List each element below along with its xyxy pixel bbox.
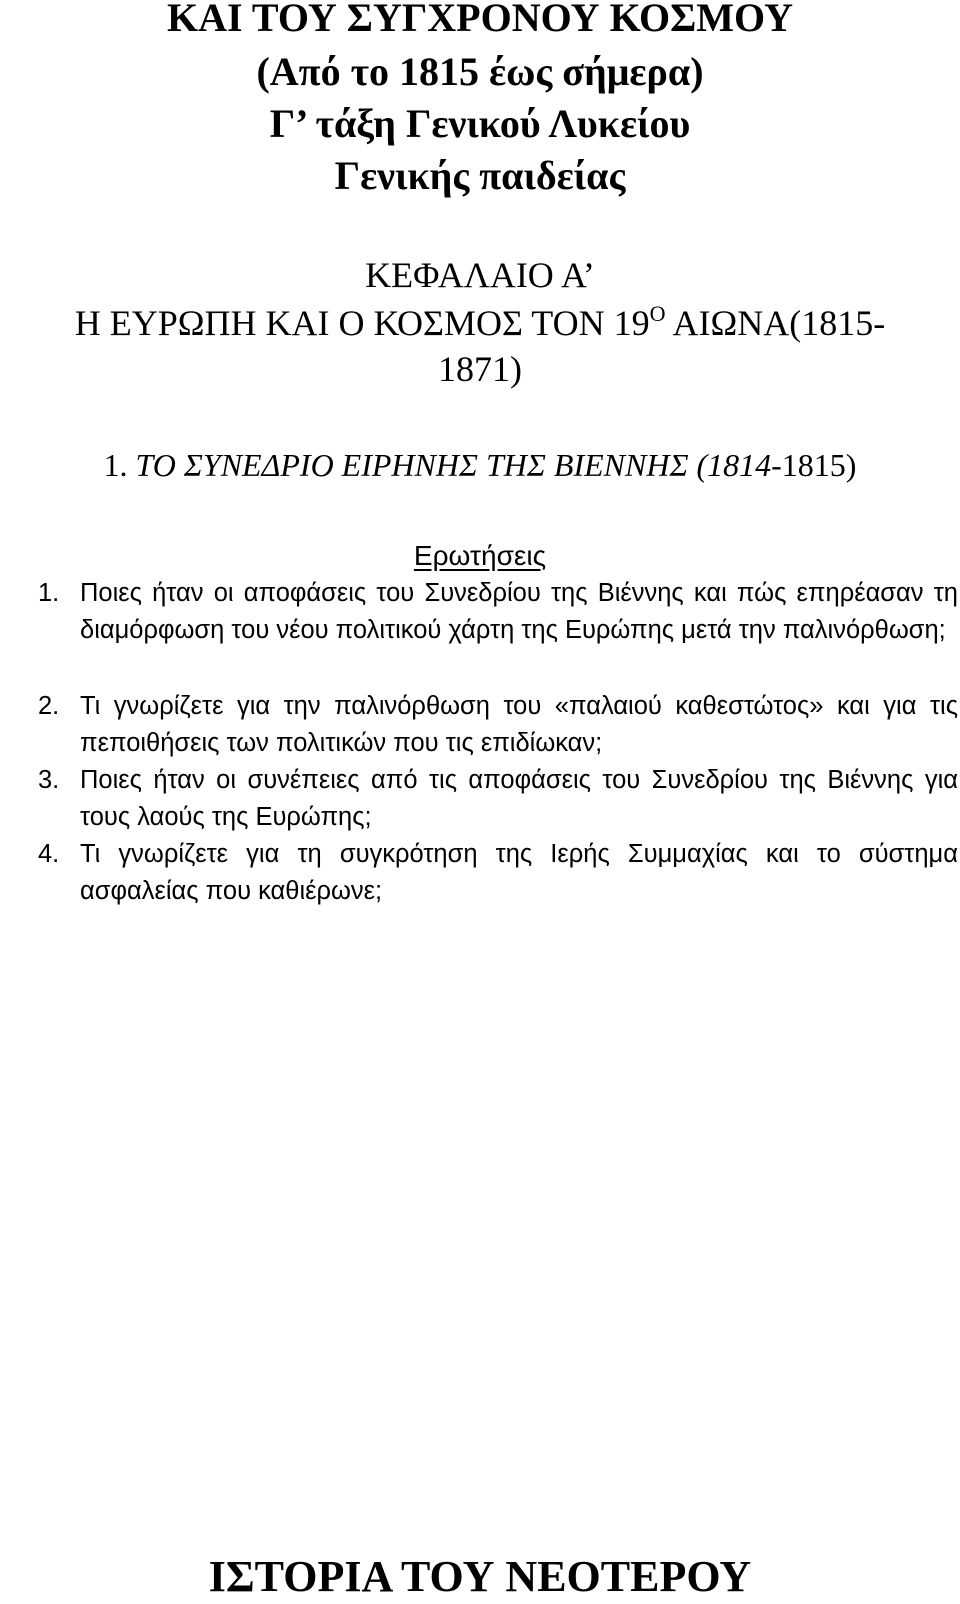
question-item: [38, 836, 958, 910]
chapter-title-superscript: Ο: [649, 301, 666, 326]
question-item: [38, 575, 958, 649]
question-text: Ποιες ήταν οι αποφάσεις του Συνεδρίου της Βιέννης και πώς επηρέασαν τη διαμόρφωση του νέου πολιτικού χάρτη της Ευρώπης μετά την παλινόρθωση;: [80, 579, 958, 644]
questions-heading: Ερωτήσεις: [413, 540, 547, 571]
question-text: Ποιες ήταν οι συνέπειες από τις αποφάσεις του Συνεδρίου της Βιέννης για τους λαούς της Ευρώπης;: [80, 766, 958, 831]
question-item: [38, 762, 958, 836]
document-title-line-4: Γενικής παιδείας: [334, 153, 626, 198]
chapter-title-line-2: 1871): [438, 349, 522, 389]
footer-title: ΙΣΤΟΡΙΑ ΤΟΥ ΝΕΟΤΕΡΟΥ: [208, 1552, 752, 1601]
document-title-line-2: (Από το 1815 έως σήμερα): [256, 49, 704, 94]
document-title-line-3: Γ’ τάξη Γενικού Λυκείου: [269, 101, 691, 146]
question-number: 3.: [38, 766, 60, 794]
section-title-rest: -1815): [771, 447, 857, 483]
question-number: 4.: [38, 840, 60, 868]
document-title-line-1: ΚΑΙ ΤΟΥ ΣΥΓΧΡΟΝΟΥ ΚΟΣΜΟΥ: [167, 0, 793, 40]
question-number: 2.: [38, 692, 60, 720]
chapter-title: [0, 300, 960, 346]
question-text: Τι γνωρίζετε για τη συγκρότηση της Ιερής Συμμαχίας και το σύστημα ασφαλείας που καθιέρωνε;: [80, 840, 958, 905]
question-item: [38, 688, 958, 762]
question-number: 1.: [38, 579, 60, 607]
section-title-italic: ΤΟ ΣΥΝΕΔΡΙΟ ΕΙΡΗΝΗΣ ΤΗΣ ΒΙΕΝΝΗΣ (1814: [135, 447, 772, 483]
chapter-title-part-1: Η ΕΥΡΩΠΗ ΚΑΙ Ο ΚΟΣΜΟΣ ΤΟΝ 19: [74, 303, 650, 343]
section-title: [0, 444, 960, 486]
section-number: 1.: [103, 447, 136, 483]
chapter-title-part-2: ΑΙΩΝΑ(1815-: [665, 303, 886, 343]
question-text: Τι γνωρίζετε για την παλινόρθωση του «παλαιού καθεστώτος» και για τις πεποιθήσεις των πολιτικών που τις επιδίωκαν;: [80, 692, 958, 757]
chapter-label: ΚΕΦΑΛΑΙΟ Α’: [365, 255, 595, 295]
